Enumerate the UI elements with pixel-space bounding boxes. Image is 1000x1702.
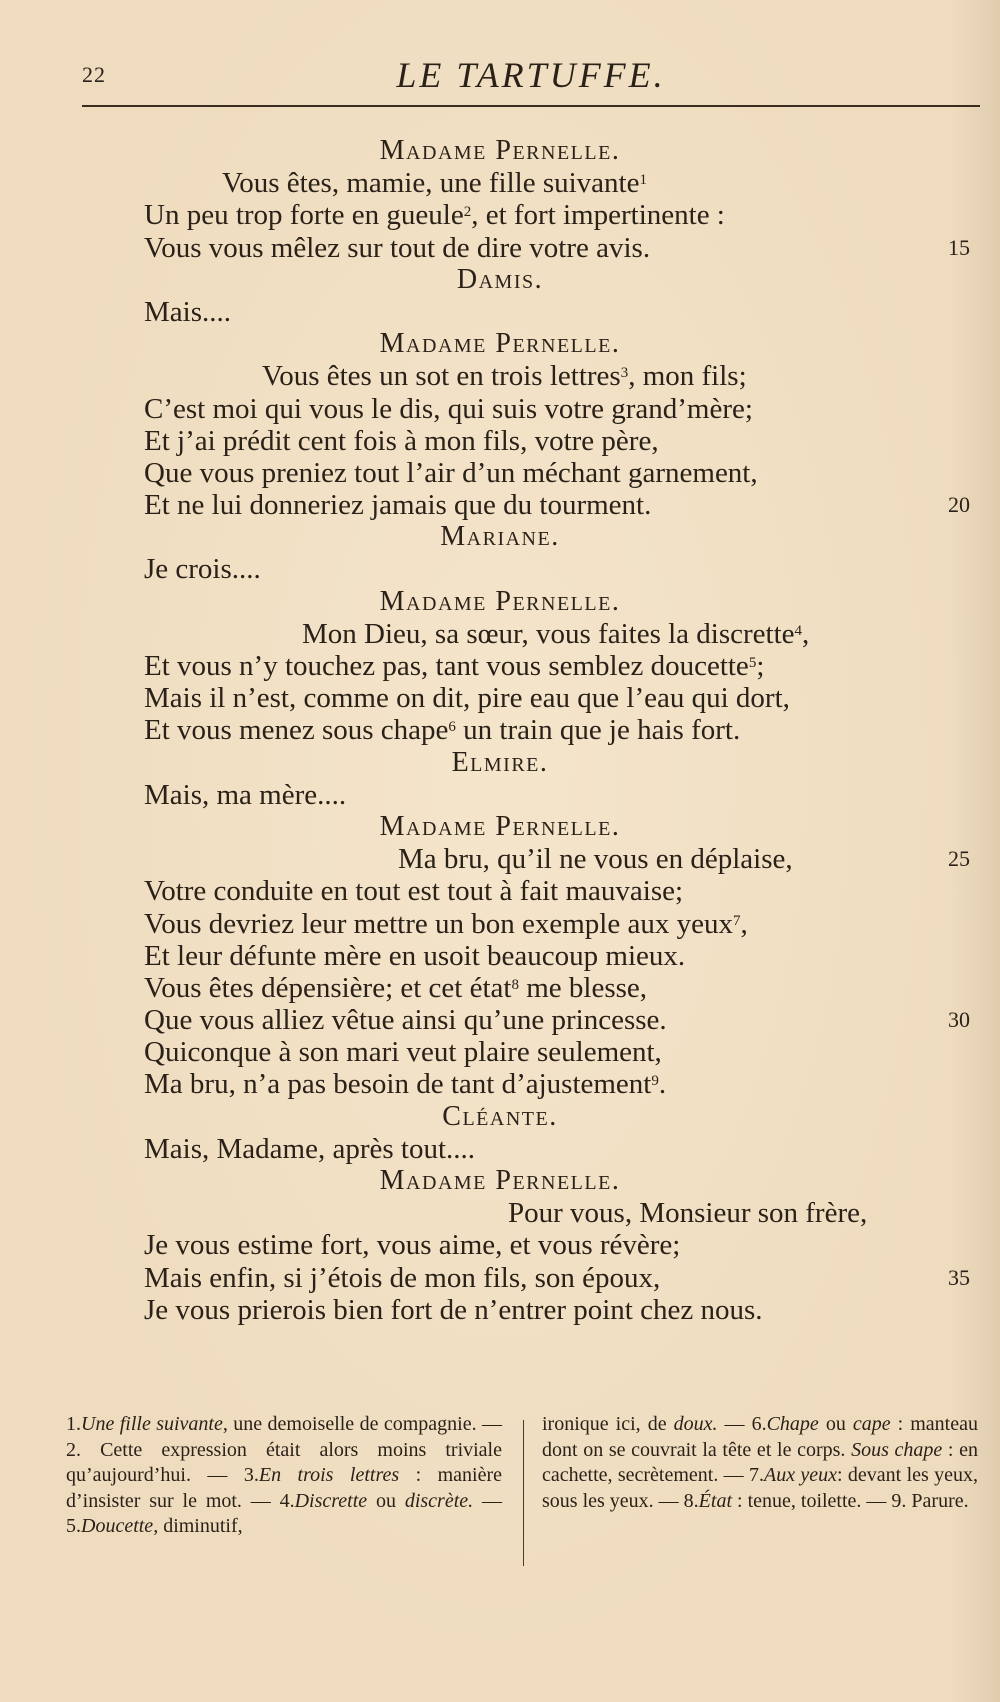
- footnote-text: , une demoiselle de compagnie. —: [222, 1413, 503, 1435]
- footnote-text: Parure.: [906, 1489, 969, 1512]
- verse-line: [0, 360, 1000, 392]
- line-text: Je vous estime fort, vous aime, et vous révère;: [144, 1229, 681, 1262]
- line-text: Et j’ai prédit cent fois à mon fils, votre père,: [144, 424, 659, 457]
- verse-line: [0, 908, 1000, 940]
- verse-line: [0, 843, 1000, 875]
- line-text-continued: me blesse,: [518, 971, 648, 1004]
- verse-line-number: 35: [948, 1264, 970, 1290]
- verse-line: [0, 1262, 1000, 1294]
- footnote-marker: 4: [794, 622, 803, 639]
- line-text: Cléante.: [442, 1100, 558, 1132]
- line-text: Mariane.: [440, 521, 560, 553]
- line-text-continued: , et fort impertinente :: [471, 199, 725, 232]
- footnote-text: : devant les yeux, sous les yeux. —: [542, 1464, 978, 1512]
- line-text: Quiconque à son mari veut plaire seulement,: [144, 1036, 662, 1069]
- speaker-name: [0, 328, 1000, 360]
- verse-line: [0, 972, 1000, 1004]
- speaker-name: [0, 1165, 1000, 1197]
- footnote-marker: 9: [651, 1073, 659, 1090]
- line-text: Mais, ma mère....: [144, 778, 347, 811]
- line-text: Que vous alliez vêtue ainsi qu’une princesse.: [144, 1004, 667, 1037]
- line-text-continued: ,: [740, 907, 748, 940]
- line-text: Vous êtes, mamie, une fille suivante: [222, 167, 640, 200]
- speaker-name: [0, 264, 1000, 296]
- line-text: Mais enfin, si j’étois de mon fils, son époux,: [144, 1261, 661, 1294]
- line-text: Et leur défunte mère en usoit beaucoup mieux.: [144, 939, 686, 972]
- verse-line: [0, 425, 1000, 457]
- page-number: 22: [82, 62, 106, 87]
- verse-line-number: 20: [948, 492, 970, 518]
- verse-line-number: 30: [948, 1007, 970, 1033]
- page-header: [82, 52, 980, 102]
- line-text: Un peu trop forte en gueule: [144, 199, 464, 232]
- line-text: Ma bru, n’a pas besoin de tant d’ajustement: [144, 1068, 652, 1101]
- footnote-text: diminutif,: [158, 1515, 243, 1537]
- footnotes: [66, 1412, 978, 1572]
- footnotes-right-column: [542, 1412, 978, 1514]
- line-text: Mais il n’est, comme on dit, pire eau que l’eau qui dort,: [144, 682, 790, 715]
- footnote-marker: 8: [511, 976, 519, 993]
- line-text: Et vous menez sous chape: [144, 714, 449, 747]
- line-text: Madame Pernelle.: [379, 328, 621, 360]
- line-text: Mais, Madame, après tout....: [144, 1132, 476, 1165]
- footnote-number: 1.: [66, 1413, 81, 1435]
- verse-line: [0, 714, 1000, 746]
- footnote-text: : tenue, toilette. —: [732, 1489, 892, 1512]
- footnote-marker: 3: [620, 365, 629, 382]
- footnote-term: En trois lettres: [258, 1464, 400, 1486]
- footnote-term: Aux yeux: [763, 1464, 838, 1486]
- speaker-name: [0, 811, 1000, 843]
- line-text: Elmire.: [451, 746, 549, 778]
- running-title: LE TARTUFFE.: [396, 55, 666, 95]
- line-text: Vous êtes un sot en trois lettres: [262, 360, 621, 393]
- footnote-number: 7.: [748, 1464, 764, 1486]
- line-text: Mon Dieu, sa sœur, vous faites la discrette: [302, 617, 795, 650]
- line-text-continued: un train que je hais fort.: [455, 714, 741, 747]
- verse-line: [0, 393, 1000, 425]
- footnote-marker: 7: [732, 912, 741, 929]
- verse-line: [0, 650, 1000, 682]
- verse-line: [0, 167, 1000, 199]
- footnote-term: État: [698, 1489, 733, 1512]
- verse-line-number: 15: [948, 234, 970, 260]
- footnote-number: 9.: [891, 1489, 907, 1512]
- footnote-text: ou: [818, 1413, 853, 1435]
- line-text: Madame Pernelle.: [379, 1165, 621, 1196]
- footnote-term: Sous chape: [851, 1438, 943, 1461]
- footnote-number: 2.: [66, 1438, 81, 1461]
- verse-line: [0, 1197, 1000, 1229]
- line-text: Et ne lui donneriez jamais que du tourment.: [144, 489, 652, 522]
- verse-line: [0, 1004, 1000, 1036]
- line-text-continued: , mon fils;: [628, 360, 747, 393]
- footnote-marker: 6: [448, 719, 456, 736]
- footnote-term: cape: [852, 1413, 891, 1435]
- verse-line: [0, 682, 1000, 714]
- line-text-continued: .: [658, 1068, 667, 1101]
- footnote-marker: 2: [463, 204, 472, 221]
- footnote-text: ironique ici, de: [542, 1413, 674, 1435]
- verse-line: [0, 779, 1000, 811]
- line-text: Madame Pernelle.: [379, 810, 621, 842]
- verse-line: [0, 553, 1000, 585]
- verse-line: [0, 296, 1000, 328]
- line-text: Vous vous mêlez sur tout de dire votre avis.: [144, 231, 651, 264]
- line-text: Et vous n’y touchez pas, tant vous semblez doucette: [144, 650, 749, 682]
- footnote-number: 4.: [279, 1489, 295, 1512]
- line-text: Votre conduite en tout est tout à fait mauvaise;: [144, 875, 684, 908]
- verse-line: [0, 940, 1000, 972]
- footnote-text: : manière d’insister sur le mot. —: [66, 1464, 502, 1512]
- footnote-text: —: [717, 1413, 752, 1435]
- verse-line: [0, 1133, 1000, 1165]
- line-text-continued: ;: [756, 650, 765, 682]
- footnote-text: Cette expression était alors moins triviale qu’aujourd’hui. —: [66, 1438, 502, 1486]
- footnote-term: Chape: [766, 1413, 819, 1435]
- footnote-term: discrète.: [404, 1489, 474, 1512]
- line-text: Ma bru, qu’il ne vous en déplaise,: [398, 843, 793, 876]
- verse-line: [0, 1068, 1000, 1100]
- verse-line-number: 25: [948, 846, 970, 872]
- footnote-term: Doucette,: [81, 1515, 159, 1537]
- footnote-text: —: [473, 1489, 502, 1512]
- verse-line: [0, 1036, 1000, 1068]
- speaker-name: [0, 1101, 1000, 1133]
- header-rule: [82, 105, 980, 107]
- speaker-name: [0, 747, 1000, 779]
- line-text: Vous êtes dépensière; et cet état: [144, 971, 512, 1004]
- line-text: Damis.: [456, 263, 544, 295]
- footnote-marker: 5: [748, 655, 757, 671]
- footnote-number: 6.: [751, 1413, 767, 1435]
- footnote-number: 8.: [683, 1489, 699, 1512]
- speaker-name: [0, 135, 1000, 167]
- footnote-number: 5.: [66, 1515, 81, 1537]
- line-text-continued: ,: [802, 617, 810, 650]
- verse-line: [0, 489, 1000, 521]
- verse-line: [0, 457, 1000, 489]
- footnote-divider: [523, 1420, 524, 1566]
- speaker-name: [0, 586, 1000, 618]
- footnote-term: Discrette: [294, 1489, 368, 1512]
- footnote-term: Une fille suivante: [81, 1413, 223, 1435]
- verse-line: [0, 618, 1000, 650]
- footnotes-left-column: [66, 1412, 502, 1540]
- verse-line: [0, 199, 1000, 231]
- line-text: Je crois....: [144, 553, 261, 586]
- verse-line: [0, 1294, 1000, 1326]
- verse-line: [0, 232, 1000, 264]
- verse-body: [0, 135, 1000, 1326]
- speaker-name: [0, 521, 1000, 553]
- line-text: Vous devriez leur mettre un bon exemple aux yeux: [144, 907, 733, 940]
- line-text: Madame Pernelle.: [379, 135, 621, 166]
- footnote-text: : manteau dont on se couvrait la tête et le corps.: [542, 1413, 978, 1461]
- line-text: Que vous preniez tout l’air d’un méchant garnement,: [144, 456, 758, 489]
- line-text: C’est moi qui vous le dis, qui suis votre grand’mère;: [144, 392, 753, 425]
- line-text: Je vous prierois bien fort de n’entrer point chez nous.: [144, 1293, 763, 1326]
- footnote-number: 3.: [243, 1464, 259, 1486]
- line-text: Pour vous, Monsieur son frère,: [508, 1197, 868, 1230]
- line-text: Mais....: [144, 295, 231, 328]
- verse-line: [0, 1229, 1000, 1261]
- footnote-marker: 1: [639, 172, 647, 189]
- footnote-text: : en cachette, secrètement. —: [542, 1438, 978, 1486]
- footnote-term: doux.: [673, 1413, 718, 1435]
- footnote-text: ou: [367, 1489, 405, 1512]
- verse-line: [0, 875, 1000, 907]
- line-text: Madame Pernelle.: [379, 585, 621, 617]
